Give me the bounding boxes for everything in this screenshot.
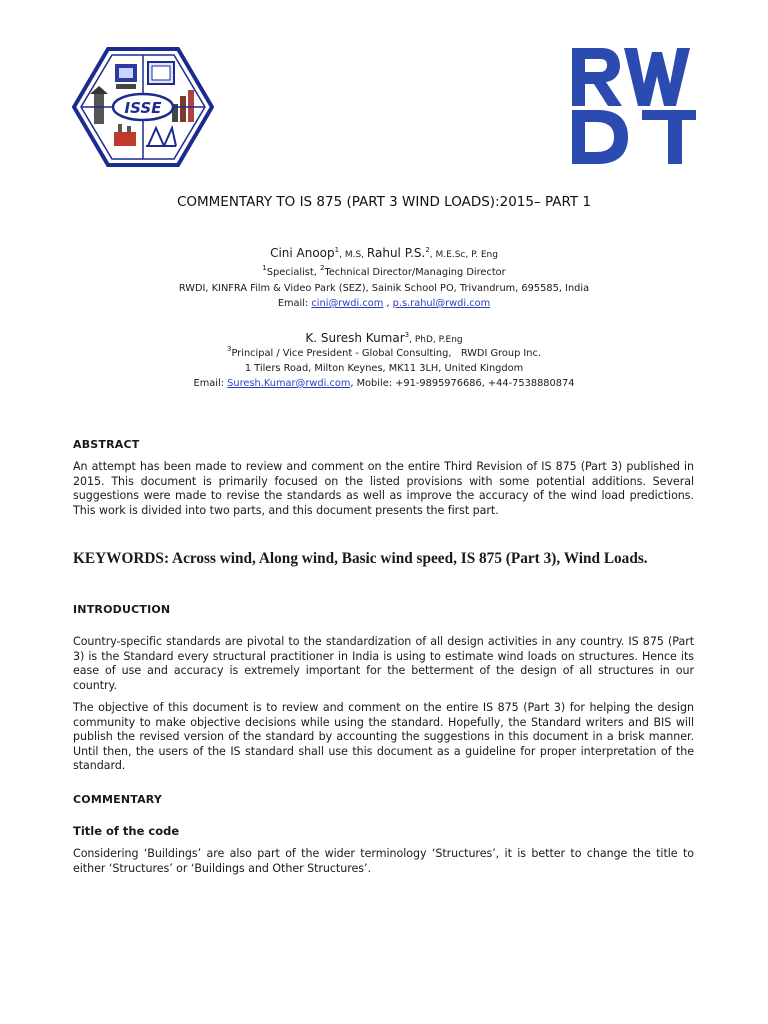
svg-text:ISSE: ISSE bbox=[124, 99, 162, 117]
email-link[interactable]: cini@rwdi.com bbox=[311, 298, 384, 309]
introduction-heading: INTRODUCTION bbox=[73, 603, 171, 616]
email-link[interactable]: Suresh.Kumar@rwdi.com bbox=[227, 378, 351, 389]
authors-line-2 bbox=[0, 331, 768, 345]
paper-title: COMMENTARY TO IS 875 (PART 3 WIND LOADS):2015– PART 1 bbox=[176, 194, 592, 210]
phone-text: , Mobile: +91-9895976686, +44-7538880874 bbox=[350, 378, 575, 389]
abstract-text: An attempt has been made to review and comment on the entire Third Revision of IS 875 (Part 3) published in 2015. This document is primarily focused on the listed provisions with some potential additions. Several suggestions were made to revise the standards as well as improve the accuracy of the wind load predictions. This work is divided into two parts, and this document presents the first part. bbox=[73, 460, 694, 517]
commentary-heading: COMMENTARY bbox=[73, 793, 163, 806]
affiliation-address-2: 1 Tilers Road, Milton Keynes, MK11 3LH, United Kingdom bbox=[244, 363, 524, 374]
introduction-paragraph-2: The objective of this document is to review and comment on the entire IS 875 (Part 3) for helping the design community to make objective decisions while using the standard. Hopefully, the Standard writers and BIS will publish the revised version of the standard by accounting the suggestions in this document in a brisk manner. Until then, the users of the IS standard shall use this document as a guideline for proper interpretation of the standard. bbox=[73, 701, 694, 773]
affiliation-emails bbox=[0, 298, 768, 309]
author-degree: , M.S, bbox=[339, 250, 367, 260]
author-superscript: 2 bbox=[425, 246, 430, 254]
author-degree: , M.E.Sc, P. Eng bbox=[429, 250, 498, 260]
email-link[interactable]: p.s.rahul@rwdi.com bbox=[392, 298, 491, 309]
abstract-heading: ABSTRACT bbox=[73, 438, 140, 451]
rwdi-logo bbox=[572, 48, 696, 164]
affiliation-roles-2 bbox=[0, 345, 768, 359]
role-text: Technical Director/Managing Director bbox=[324, 267, 506, 278]
email-label: Email: bbox=[277, 298, 312, 309]
affiliation-superscript: 3 bbox=[226, 345, 232, 353]
keywords: KEYWORDS: Across wind, Along wind, Basic wind speed, IS 875 (Part 3), Wind Loads. bbox=[73, 550, 648, 567]
author-name: K. Suresh Kumar bbox=[305, 331, 405, 345]
affiliation-contact-2 bbox=[0, 378, 768, 389]
author-name: Rahul P.S. bbox=[366, 246, 426, 260]
isse-hexagon-logo bbox=[72, 46, 214, 168]
affiliation-superscript: 2 bbox=[319, 264, 325, 272]
authors-line-1 bbox=[0, 246, 768, 260]
author-degree: , PhD, P.Eng bbox=[409, 335, 463, 345]
email-separator: , bbox=[383, 298, 393, 309]
commentary-paragraph-1: Considering ‘Buildings’ are also part of the wider terminology ‘Structures’, it is better to change the title to either ‘Structures’ or ‘Buildings and Other Structures’. bbox=[73, 847, 694, 875]
author-name: Cini Anoop bbox=[270, 246, 335, 260]
affiliation-roles bbox=[0, 264, 768, 278]
role-text: Principal / Vice President - Global Consulting, RWDI Group Inc. bbox=[231, 348, 542, 359]
author-superscript: 1 bbox=[334, 246, 340, 254]
affiliation-superscript: 1 bbox=[262, 264, 267, 272]
author-superscript: 3 bbox=[404, 331, 410, 339]
role-text: Specialist, bbox=[266, 267, 320, 278]
commentary-subheading: Title of the code bbox=[73, 824, 180, 838]
email-label: Email: bbox=[193, 378, 228, 389]
affiliation-address: RWDI, KINFRA Film & Video Park (SEZ), Sainik School PO, Trivandrum, 695585, India bbox=[178, 283, 590, 294]
introduction-paragraph-1: Country-specific standards are pivotal to the standardization of all design activities in any country. IS 875 (Part 3) is the Standard every structural practitioner in India is using to estimate wind loads on structures. Hence its ease of use and accuracy is extremely important for the betterment of the design of all structures in our country. bbox=[73, 635, 694, 692]
